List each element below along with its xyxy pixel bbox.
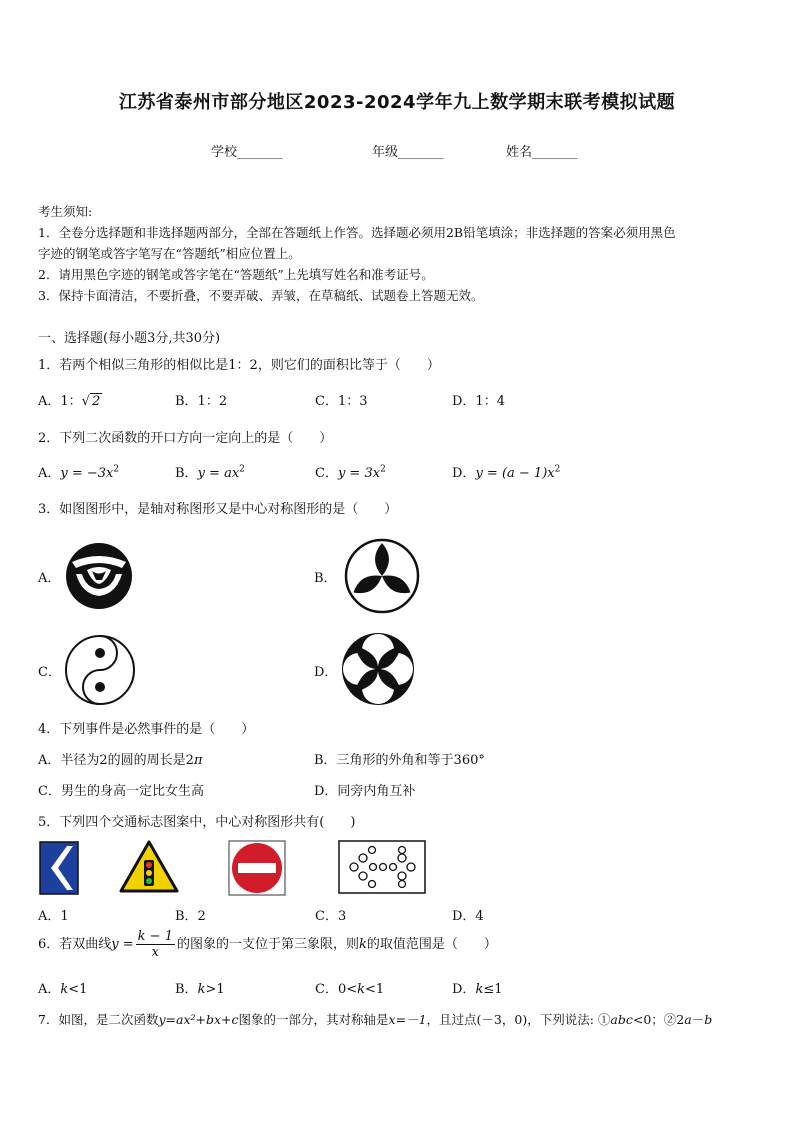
emblem-figure-a bbox=[62, 540, 138, 612]
notes-item: 2．请用黑色字迹的钢笔或答字笔在“答题纸”上先填写姓名和准考证号。 bbox=[38, 267, 434, 282]
name-field: 姓名_______ bbox=[506, 145, 578, 160]
fraction: $\frac{k - 1}{x}$ bbox=[137, 929, 173, 960]
q1-option-d: D．1：4 bbox=[452, 394, 505, 409]
four-petal-figure-d bbox=[338, 630, 418, 708]
q3-option-c-label: C． bbox=[38, 665, 61, 680]
q1-option-a: A．1：√ 2 bbox=[38, 394, 101, 409]
notes-item: 1．全卷分选择题和非选择题两部分，全部在答题纸上作答。选择题必须用2B铅笔填涂；非选择题的答案必须用黑色 bbox=[38, 225, 676, 240]
q2-option-b: B．$y = ax^2$ bbox=[175, 464, 245, 481]
question-6-stem: 6．若双曲线y = $\frac{k - 1}{x}$ 的图象的一支位于第三象限，则k的取值范围是（ ） bbox=[38, 929, 497, 960]
q5-option-a: A．1 bbox=[38, 909, 69, 924]
question-3-stem: 3．如图图形中，是轴对称图形又是中心对称图形的是（ ） bbox=[38, 502, 398, 517]
notes-item: 3．保持卡面清洁，不要折叠，不要弄破、弄皱，在草稿纸、试题卷上答题无效。 bbox=[38, 288, 484, 303]
school-field: 学校_______ bbox=[211, 145, 283, 160]
q3-option-a-label: A． bbox=[38, 571, 61, 586]
traffic-light-warning-sign-icon bbox=[119, 840, 179, 894]
question-4-stem: 4．下列事件是必然事件的是（ ） bbox=[38, 722, 255, 737]
q4-option-c: C．男生的身高一定比女生高 bbox=[38, 784, 204, 799]
q4-option-a: A．半径为2的圆的周长是2π bbox=[38, 753, 203, 768]
q3-option-d-label: D． bbox=[314, 665, 338, 680]
q5-option-d: D．4 bbox=[452, 909, 484, 924]
q2-option-c: C．$y = 3x^2$ bbox=[315, 464, 386, 481]
left-chevron-sign-icon bbox=[39, 841, 79, 895]
no-entry-sign-icon bbox=[228, 840, 286, 896]
q4-option-d: D．同旁内角互补 bbox=[314, 784, 416, 799]
q4-option-b: B．三角形的外角和等于360° bbox=[314, 753, 485, 768]
q2-option-a: A．$y = -3x^2$ bbox=[38, 464, 120, 481]
q6-option-d: D．k≤1 bbox=[452, 982, 503, 997]
section-heading: 一、选择题(每小题3分,共30分) bbox=[38, 331, 221, 346]
question-7-stem: 7．如图，是二次函数y=ax²+bx+c图象的一部分，其对称轴是x=－1，且过点(－3，0)，下列说法: ①abc<0；②2a－b bbox=[38, 1012, 713, 1027]
q3-option-b-label: B． bbox=[314, 571, 337, 586]
q1-option-c: C．1：3 bbox=[315, 394, 368, 409]
notes-item: 字迹的钢笔或答字笔写在“答题纸”相应位置上。 bbox=[38, 246, 301, 261]
page-title: 江苏省泰州市部分地区2023-2024学年九上数学期末联考模拟试题 bbox=[118, 92, 676, 113]
question-5-stem: 5．下列四个交通标志图案中，中心对称图形共有( ) bbox=[38, 815, 356, 830]
q5-option-b: B．2 bbox=[175, 909, 206, 924]
q6-option-a: A．k<1 bbox=[38, 982, 88, 997]
q6-option-b: B．k>1 bbox=[175, 982, 225, 997]
arrow-dots-sign-icon bbox=[338, 840, 426, 894]
question-2-stem: 2．下列二次函数的开口方向一定向上的是（ ） bbox=[38, 431, 333, 446]
notes-heading: 考生须知: bbox=[38, 204, 93, 219]
question-1-stem: 1．若两个相似三角形的相似比是1：2，则它们的面积比等于（ ） bbox=[38, 358, 440, 373]
q1-option-b: B．1：2 bbox=[175, 394, 228, 409]
q2-option-d: D．$y = (a - 1)x^2$ bbox=[452, 464, 561, 481]
q5-option-c: C．3 bbox=[315, 909, 347, 924]
q6-option-c: C．0<k<1 bbox=[315, 982, 385, 997]
grade-field: 年级_______ bbox=[372, 145, 444, 160]
yin-yang-figure-c bbox=[62, 632, 138, 708]
three-petal-figure-b bbox=[342, 537, 422, 615]
